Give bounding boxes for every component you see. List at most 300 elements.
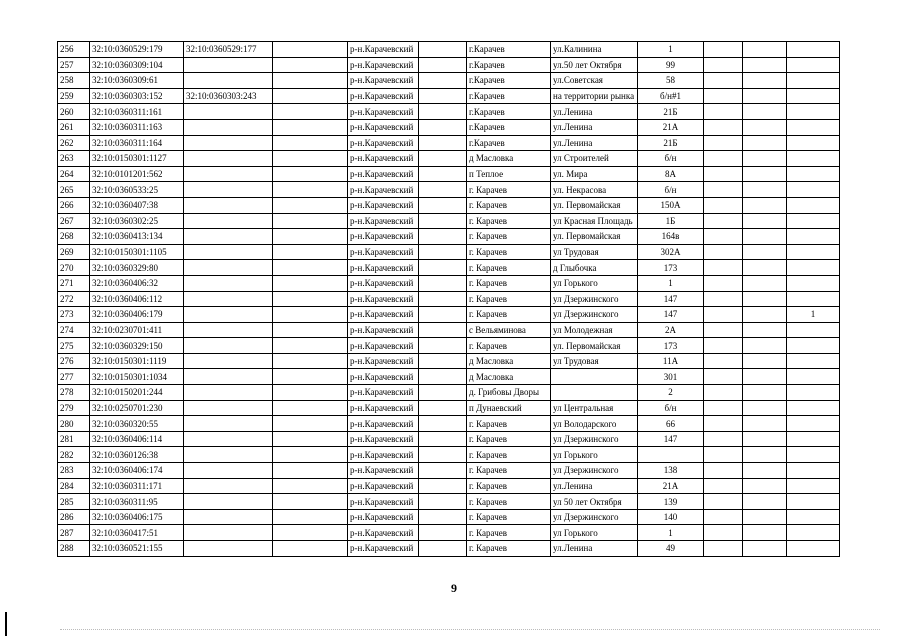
cell-house-number: 147 <box>638 307 704 323</box>
cell-settlement: г. Карачев <box>467 494 551 510</box>
cell-settlement: г. Карачев <box>467 182 551 198</box>
cell-extra-2 <box>743 73 787 89</box>
cell-extra-2 <box>743 119 787 135</box>
cell-row-number: 270 <box>58 260 90 276</box>
table-row <box>58 338 840 354</box>
cell-empty <box>419 338 467 354</box>
cell-district: р-н.Карачевский <box>348 213 419 229</box>
cell-extra-3 <box>787 322 840 338</box>
cell-settlement: г.Карачев <box>467 135 551 151</box>
cell-settlement: г. Карачев <box>467 307 551 323</box>
cell-settlement: г. Карачев <box>467 338 551 354</box>
cell-row-number: 263 <box>58 151 90 167</box>
cell-row-number: 277 <box>58 369 90 385</box>
cell-empty <box>419 182 467 198</box>
cell-related-cadastral-number <box>184 182 273 198</box>
cell-street: ул.50 лет Октября <box>551 57 638 73</box>
cell-empty <box>419 416 467 432</box>
cell-related-cadastral-number <box>184 494 273 510</box>
cell-row-number: 257 <box>58 57 90 73</box>
cell-extra-3 <box>787 509 840 525</box>
cell-house-number: 8А <box>638 166 704 182</box>
cell-district: р-н.Карачевский <box>348 166 419 182</box>
cell-cadastral-number: 32:10:0360309:104 <box>90 57 184 73</box>
cell-extra-3 <box>787 478 840 494</box>
cell-street: ул.Ленина <box>551 541 638 557</box>
cell-extra-2 <box>743 260 787 276</box>
cell-extra-3 <box>787 369 840 385</box>
cell-settlement: д Масловка <box>467 151 551 167</box>
cell-extra-2 <box>743 509 787 525</box>
cell-extra-2 <box>743 213 787 229</box>
cell-row-number: 288 <box>58 541 90 557</box>
cell-extra-3 <box>787 182 840 198</box>
cell-cadastral-number: 32:10:0360413:134 <box>90 229 184 245</box>
cell-settlement: г. Карачев <box>467 260 551 276</box>
cell-cadastral-number: 32:10:0360311:161 <box>90 104 184 120</box>
cell-extra-1 <box>704 400 743 416</box>
table-row <box>58 73 840 89</box>
cell-row-number: 267 <box>58 213 90 229</box>
cell-row-number: 269 <box>58 244 90 260</box>
cell-settlement: г.Карачев <box>467 57 551 73</box>
cell-empty <box>273 322 348 338</box>
cell-extra-1 <box>704 463 743 479</box>
cell-empty <box>419 260 467 276</box>
cell-empty <box>273 338 348 354</box>
cell-extra-1 <box>704 166 743 182</box>
cell-house-number <box>638 447 704 463</box>
cell-row-number: 262 <box>58 135 90 151</box>
cell-related-cadastral-number <box>184 431 273 447</box>
cell-extra-2 <box>743 244 787 260</box>
cell-cadastral-number: 32:10:0360417:51 <box>90 525 184 541</box>
cell-empty <box>273 416 348 432</box>
cell-empty <box>273 400 348 416</box>
cell-cadastral-number: 32:10:0230701:411 <box>90 322 184 338</box>
cell-row-number: 260 <box>58 104 90 120</box>
cell-related-cadastral-number <box>184 166 273 182</box>
cell-cadastral-number: 32:10:0360406:179 <box>90 307 184 323</box>
cell-related-cadastral-number <box>184 135 273 151</box>
cell-district: р-н.Карачевский <box>348 322 419 338</box>
cell-district: р-н.Карачевский <box>348 151 419 167</box>
cell-row-number: 266 <box>58 197 90 213</box>
cell-house-number: б/н <box>638 151 704 167</box>
cell-settlement: г.Карачев <box>467 73 551 89</box>
cell-empty <box>419 509 467 525</box>
cell-empty <box>273 369 348 385</box>
cell-street: ул Молодежная <box>551 322 638 338</box>
cell-cadastral-number: 32:10:0150301:1034 <box>90 369 184 385</box>
cell-district: р-н.Карачевский <box>348 57 419 73</box>
cell-row-number: 279 <box>58 400 90 416</box>
cell-settlement: г. Карачев <box>467 541 551 557</box>
cell-district: р-н.Карачевский <box>348 463 419 479</box>
cell-extra-2 <box>743 151 787 167</box>
table-row <box>58 447 840 463</box>
table-row <box>58 213 840 229</box>
cell-settlement: г. Карачев <box>467 213 551 229</box>
cell-cadastral-number: 32:10:0360329:80 <box>90 260 184 276</box>
cell-street: на территории рынка <box>551 88 638 104</box>
cell-extra-2 <box>743 541 787 557</box>
cell-related-cadastral-number <box>184 213 273 229</box>
cell-district: р-н.Карачевский <box>348 197 419 213</box>
cell-house-number: б/н <box>638 400 704 416</box>
cell-row-number: 286 <box>58 509 90 525</box>
cell-district: р-н.Карачевский <box>348 478 419 494</box>
cell-extra-1 <box>704 369 743 385</box>
cell-extra-2 <box>743 353 787 369</box>
cell-settlement: г.Карачев <box>467 88 551 104</box>
cell-extra-1 <box>704 104 743 120</box>
cell-district: р-н.Карачевский <box>348 494 419 510</box>
cell-street: ул.Советская <box>551 73 638 89</box>
cell-row-number: 271 <box>58 275 90 291</box>
cell-extra-3 <box>787 151 840 167</box>
cell-cadastral-number: 32:10:0360311:171 <box>90 478 184 494</box>
cell-extra-3 <box>787 385 840 401</box>
cell-extra-3 <box>787 88 840 104</box>
cell-settlement: г. Карачев <box>467 275 551 291</box>
cell-extra-2 <box>743 57 787 73</box>
cell-row-number: 268 <box>58 229 90 245</box>
cell-district: р-н.Карачевский <box>348 369 419 385</box>
cell-settlement: г. Карачев <box>467 509 551 525</box>
cell-settlement: г. Карачев <box>467 478 551 494</box>
cell-empty <box>273 244 348 260</box>
cell-district: р-н.Карачевский <box>348 260 419 276</box>
registry-table <box>57 41 840 557</box>
cell-empty <box>419 151 467 167</box>
cell-street: ул. Первомайская <box>551 338 638 354</box>
cell-empty <box>273 291 348 307</box>
cell-extra-2 <box>743 229 787 245</box>
cell-district: р-н.Карачевский <box>348 416 419 432</box>
cell-settlement: г. Карачев <box>467 525 551 541</box>
cell-extra-3 <box>787 260 840 276</box>
table-row <box>58 260 840 276</box>
cell-extra-1 <box>704 73 743 89</box>
scan-edge-mark <box>5 612 7 636</box>
cell-extra-2 <box>743 104 787 120</box>
cell-district: р-н.Карачевский <box>348 135 419 151</box>
cell-district: р-н.Карачевский <box>348 229 419 245</box>
cell-street: ул. Мира <box>551 166 638 182</box>
cell-extra-2 <box>743 369 787 385</box>
cell-row-number: 258 <box>58 73 90 89</box>
cell-district: р-н.Карачевский <box>348 353 419 369</box>
cell-house-number: 301 <box>638 369 704 385</box>
cell-related-cadastral-number <box>184 244 273 260</box>
cell-related-cadastral-number <box>184 275 273 291</box>
cell-extra-1 <box>704 244 743 260</box>
cell-empty <box>273 494 348 510</box>
cell-cadastral-number: 32:10:0360406:174 <box>90 463 184 479</box>
cell-house-number: 302А <box>638 244 704 260</box>
cell-row-number: 261 <box>58 119 90 135</box>
table-row <box>58 463 840 479</box>
cell-street: ул Горького <box>551 447 638 463</box>
cell-extra-1 <box>704 42 743 58</box>
cell-settlement: г. Карачев <box>467 244 551 260</box>
cell-related-cadastral-number <box>184 400 273 416</box>
cell-extra-2 <box>743 494 787 510</box>
cell-empty <box>273 166 348 182</box>
cell-district: р-н.Карачевский <box>348 291 419 307</box>
table-row <box>58 135 840 151</box>
cell-empty <box>419 322 467 338</box>
cell-empty <box>273 104 348 120</box>
cell-extra-1 <box>704 385 743 401</box>
cell-empty <box>273 541 348 557</box>
cell-extra-1 <box>704 525 743 541</box>
cell-extra-2 <box>743 447 787 463</box>
cell-extra-2 <box>743 182 787 198</box>
cell-district: р-н.Карачевский <box>348 307 419 323</box>
cell-empty <box>419 88 467 104</box>
cell-house-number: б/н#1 <box>638 88 704 104</box>
cell-cadastral-number: 32:10:0360320:55 <box>90 416 184 432</box>
cell-empty <box>273 431 348 447</box>
table-row <box>58 353 840 369</box>
cell-street: ул.Ленина <box>551 478 638 494</box>
table-row <box>58 244 840 260</box>
cell-empty <box>273 260 348 276</box>
cell-cadastral-number: 32:10:0360406:114 <box>90 431 184 447</box>
cell-extra-3 <box>787 119 840 135</box>
cell-house-number: 2 <box>638 385 704 401</box>
cell-cadastral-number: 32:10:0360329:150 <box>90 338 184 354</box>
table-row <box>58 57 840 73</box>
cell-related-cadastral-number <box>184 353 273 369</box>
cell-cadastral-number: 32:10:0360311:95 <box>90 494 184 510</box>
cell-extra-3 <box>787 447 840 463</box>
cell-extra-1 <box>704 291 743 307</box>
cell-row-number: 283 <box>58 463 90 479</box>
cell-extra-1 <box>704 338 743 354</box>
cell-extra-2 <box>743 42 787 58</box>
cell-empty <box>273 509 348 525</box>
cell-extra-2 <box>743 338 787 354</box>
cell-empty <box>273 463 348 479</box>
table-row <box>58 166 840 182</box>
cell-district: р-н.Карачевский <box>348 73 419 89</box>
cell-extra-3: 1 <box>787 307 840 323</box>
cell-row-number: 264 <box>58 166 90 182</box>
cell-extra-1 <box>704 197 743 213</box>
table-row <box>58 416 840 432</box>
cell-settlement: п Теплое <box>467 166 551 182</box>
cell-district: р-н.Карачевский <box>348 275 419 291</box>
cell-extra-3 <box>787 400 840 416</box>
cell-street <box>551 385 638 401</box>
cell-row-number: 285 <box>58 494 90 510</box>
cell-row-number: 265 <box>58 182 90 198</box>
cell-settlement: г. Карачев <box>467 447 551 463</box>
cell-extra-2 <box>743 525 787 541</box>
cell-cadastral-number: 32:10:0360406:32 <box>90 275 184 291</box>
cell-empty <box>273 119 348 135</box>
table-row <box>58 307 840 323</box>
cell-extra-3 <box>787 166 840 182</box>
cell-extra-3 <box>787 291 840 307</box>
cell-empty <box>419 525 467 541</box>
cell-extra-3 <box>787 463 840 479</box>
cell-empty <box>273 151 348 167</box>
cell-related-cadastral-number <box>184 151 273 167</box>
cell-extra-1 <box>704 182 743 198</box>
table-row <box>58 509 840 525</box>
cell-extra-3 <box>787 431 840 447</box>
cell-extra-1 <box>704 322 743 338</box>
cell-district: р-н.Карачевский <box>348 104 419 120</box>
cell-house-number: 150А <box>638 197 704 213</box>
cell-house-number: 138 <box>638 463 704 479</box>
cell-empty <box>419 229 467 245</box>
table-row <box>58 525 840 541</box>
cell-extra-2 <box>743 88 787 104</box>
cell-related-cadastral-number <box>184 509 273 525</box>
cell-empty <box>273 447 348 463</box>
cell-related-cadastral-number <box>184 197 273 213</box>
cell-settlement: г. Карачев <box>467 416 551 432</box>
cell-house-number: 11А <box>638 353 704 369</box>
cell-extra-1 <box>704 447 743 463</box>
cell-extra-1 <box>704 151 743 167</box>
cell-district: р-н.Карачевский <box>348 119 419 135</box>
cell-empty <box>419 42 467 58</box>
cell-settlement: д. Грибовы Дворы <box>467 385 551 401</box>
cell-settlement: г. Карачев <box>467 229 551 245</box>
cell-street: ул. Первомайская <box>551 229 638 245</box>
cell-settlement: д Масловка <box>467 369 551 385</box>
cell-row-number: 282 <box>58 447 90 463</box>
cell-cadastral-number: 32:10:0101201:562 <box>90 166 184 182</box>
cell-empty <box>273 353 348 369</box>
cell-extra-3 <box>787 197 840 213</box>
cell-empty <box>273 135 348 151</box>
cell-row-number: 273 <box>58 307 90 323</box>
cell-house-number: 21Б <box>638 104 704 120</box>
cell-district: р-н.Карачевский <box>348 88 419 104</box>
cell-cadastral-number: 32:10:0360302:25 <box>90 213 184 229</box>
cell-extra-1 <box>704 229 743 245</box>
cell-empty <box>273 385 348 401</box>
cell-house-number: 1 <box>638 275 704 291</box>
cell-empty <box>273 42 348 58</box>
cell-empty <box>419 385 467 401</box>
cell-empty <box>419 400 467 416</box>
cell-empty <box>273 307 348 323</box>
cell-district: р-н.Карачевский <box>348 182 419 198</box>
table-row <box>58 400 840 416</box>
cell-street: ул Трудовая <box>551 353 638 369</box>
cell-extra-1 <box>704 307 743 323</box>
cell-empty <box>273 73 348 89</box>
cell-extra-3 <box>787 541 840 557</box>
cell-empty <box>419 431 467 447</box>
cell-extra-2 <box>743 385 787 401</box>
cell-extra-1 <box>704 135 743 151</box>
cell-related-cadastral-number <box>184 338 273 354</box>
cell-extra-2 <box>743 478 787 494</box>
cell-empty <box>419 494 467 510</box>
cell-empty <box>273 213 348 229</box>
cell-house-number: 147 <box>638 431 704 447</box>
cell-related-cadastral-number <box>184 322 273 338</box>
cell-extra-2 <box>743 400 787 416</box>
cell-extra-1 <box>704 57 743 73</box>
cell-street: ул Володарского <box>551 416 638 432</box>
cell-street: ул Красная Площадь <box>551 213 638 229</box>
cell-extra-2 <box>743 166 787 182</box>
cell-cadastral-number: 32:10:0360309:61 <box>90 73 184 89</box>
cell-house-number: 147 <box>638 291 704 307</box>
cell-house-number: 1Б <box>638 213 704 229</box>
cell-related-cadastral-number <box>184 385 273 401</box>
cell-cadastral-number: 32:10:0150301:1127 <box>90 151 184 167</box>
cell-row-number: 274 <box>58 322 90 338</box>
page-number: 9 <box>451 581 457 595</box>
cell-related-cadastral-number <box>184 260 273 276</box>
cell-extra-3 <box>787 275 840 291</box>
cell-extra-2 <box>743 197 787 213</box>
cell-empty <box>419 104 467 120</box>
table-row <box>58 151 840 167</box>
cell-house-number: 66 <box>638 416 704 432</box>
cell-settlement: г. Карачев <box>467 197 551 213</box>
scan-artifact-line <box>60 629 880 630</box>
cell-empty <box>419 73 467 89</box>
cell-extra-1 <box>704 416 743 432</box>
cell-settlement: д Масловка <box>467 353 551 369</box>
cell-empty <box>419 478 467 494</box>
cell-row-number: 281 <box>58 431 90 447</box>
cell-street: ул Дзержинского <box>551 509 638 525</box>
table-row <box>58 229 840 245</box>
cell-house-number: 2А <box>638 322 704 338</box>
table-row <box>58 104 840 120</box>
cell-extra-3 <box>787 135 840 151</box>
cell-related-cadastral-number <box>184 291 273 307</box>
cell-extra-1 <box>704 260 743 276</box>
cell-house-number: 164в <box>638 229 704 245</box>
cell-empty <box>419 307 467 323</box>
cell-extra-3 <box>787 213 840 229</box>
cell-street: ул Дзержинского <box>551 463 638 479</box>
cell-house-number: 1 <box>638 525 704 541</box>
cell-cadastral-number: 32:10:0150301:1119 <box>90 353 184 369</box>
cell-street <box>551 369 638 385</box>
cell-cadastral-number: 32:10:0250701:230 <box>90 400 184 416</box>
cell-extra-3 <box>787 525 840 541</box>
table-row <box>58 88 840 104</box>
cell-street: ул. Некрасова <box>551 182 638 198</box>
cell-extra-1 <box>704 541 743 557</box>
cell-empty <box>419 369 467 385</box>
cell-district: р-н.Карачевский <box>348 244 419 260</box>
cell-row-number: 280 <box>58 416 90 432</box>
table-row <box>58 119 840 135</box>
cell-extra-3 <box>787 338 840 354</box>
cell-street: ул Горького <box>551 525 638 541</box>
cell-extra-2 <box>743 275 787 291</box>
cell-house-number: 140 <box>638 509 704 525</box>
cell-empty <box>419 275 467 291</box>
cell-extra-1 <box>704 353 743 369</box>
